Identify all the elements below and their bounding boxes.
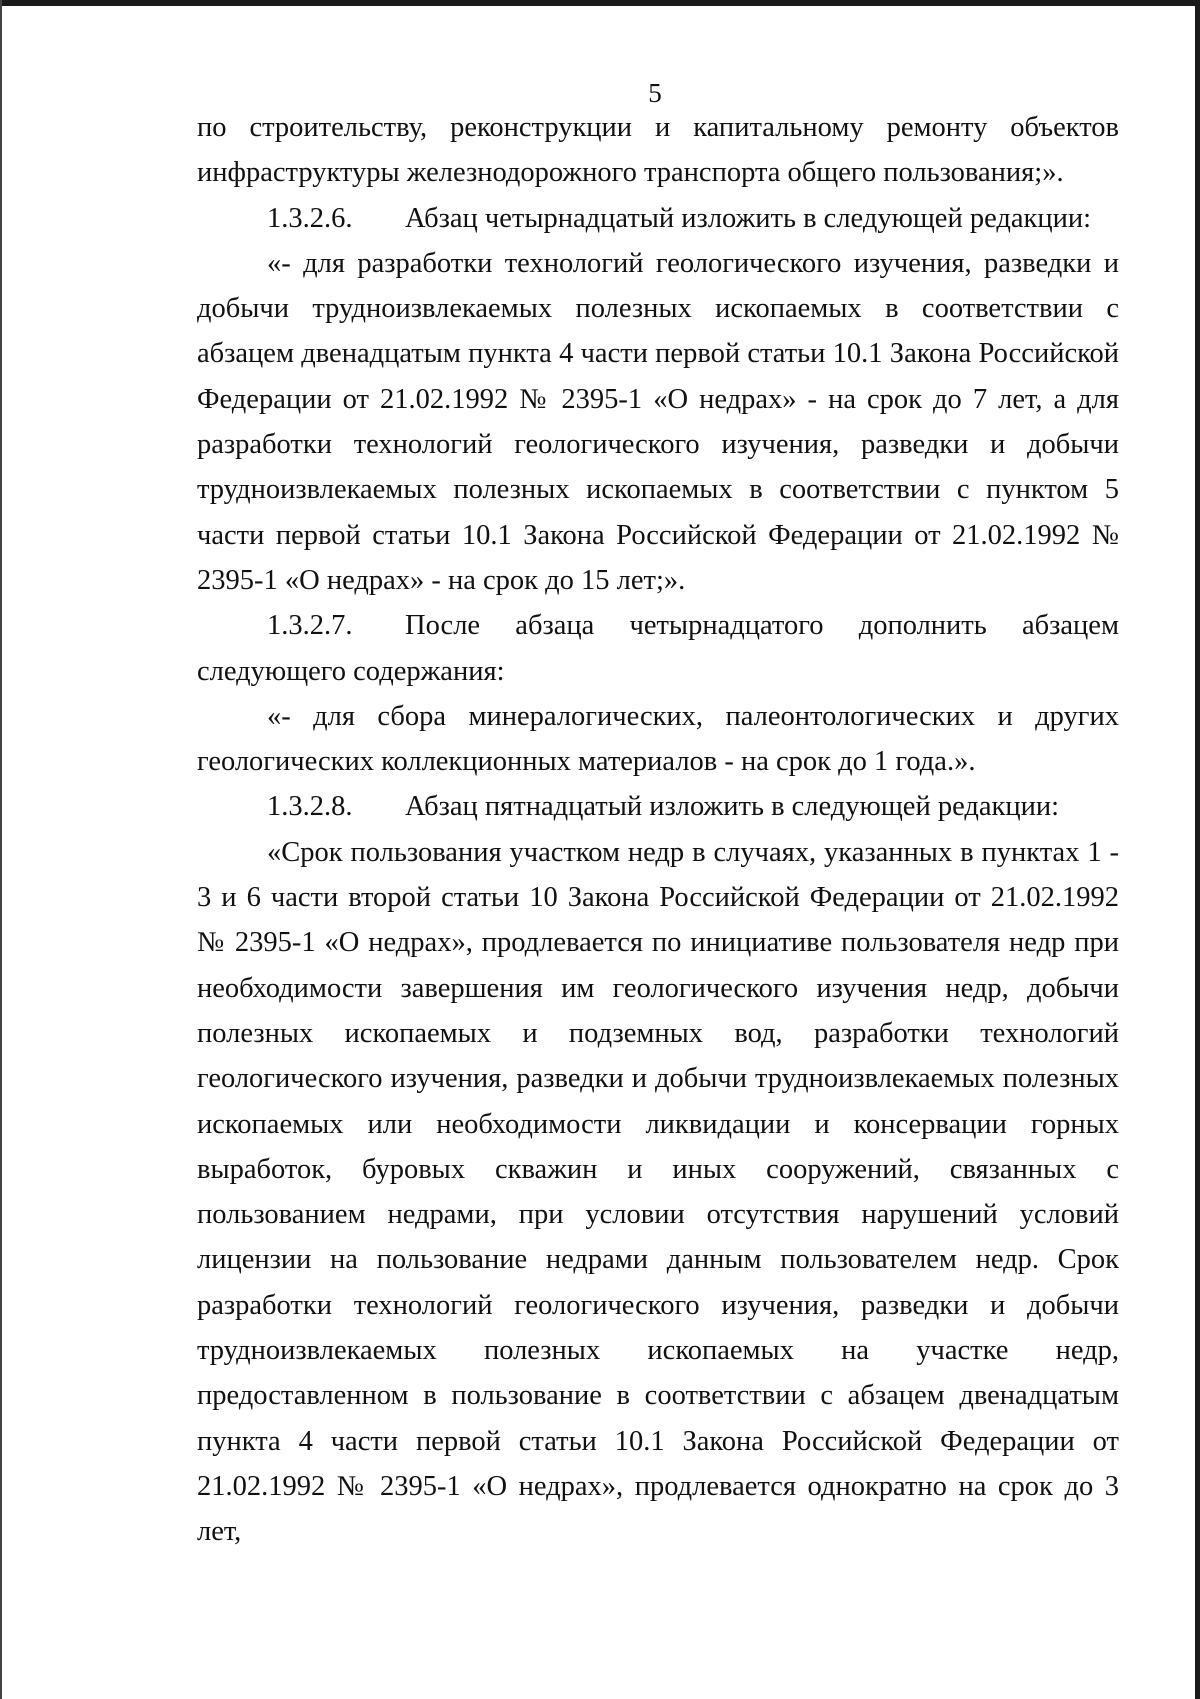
scan-edge-left xyxy=(0,0,2,1699)
paragraph-text: «- для сбора минералогических, палеонтологических и других геологических коллекционных материалов - на срок до 1 года.». xyxy=(197,700,1119,778)
paragraph-text: по строительству, реконструкции и капитальному ремонту объектов инфраструктуры железнодорожного транспорта общего пользования;». xyxy=(197,112,1119,189)
paragraph-continuation xyxy=(197,105,1119,196)
paragraph-text: «- для разработки технологий геологического изучения, разведки и добычи трудноизвлекаемых полезных ископаемых в соответствии с абзацем двенадцатым пункта 4 части первой статьи 10.1 Закона Российской Федерации от 21.02.1992 № 2395-1 «О недрах» - на срок до 7 лет, а для разработки технологий геологического изучения, разведки и добычи трудноизвлекаемых полезных ископаемых в соответствии с пунктом 5 части первой статьи 10.1 Закона Российской Федерации от 21.02.1992 № 2395-1 «О недрах» - на срок до 15 лет;». xyxy=(197,247,1119,596)
paragraph-quoted-text xyxy=(197,694,1119,785)
page-number: 5 xyxy=(648,78,662,108)
paragraph-item-1-3-2-7 xyxy=(197,603,1119,694)
document-body xyxy=(197,105,1119,1555)
paragraph-quoted-text xyxy=(197,241,1119,603)
paragraph-quoted-text xyxy=(197,830,1119,1555)
paragraph-text: Абзац пятнадцатый изложить в следующей редакции: xyxy=(405,791,1060,823)
paragraph-text: Абзац четырнадцатый изложить в следующей редакции: xyxy=(405,202,1092,234)
paragraph-number: 1.3.2.7. xyxy=(267,610,353,642)
paragraph-number: 1.3.2.8. xyxy=(267,791,353,823)
paragraph-text: «Срок пользования участком недр в случаях, указанных в пунктах 1 - 3 и 6 части второй статьи 10 Закона Российской Федерации от 21.02.1992 № 2395-1 «О недрах», продлевается по инициативе пользователя недр при необходимости завершения им геологического изучения недр, добычи полезных ископаемых и подземных вод, разработки технологий геологического изучения, разведки и добычи трудноизвлекаемых полезных ископаемых или необходимости ликвидации и консервации горных выработок, буровых скважин и иных сооружений, связанных с пользованием недрами, при условии отсутствия нарушений условий лицензии на пользование недрами данным пользователем недр. Срок разработки технологий геологического изучения, разведки и добычи трудноизвлекаемых полезных ископаемых на участке недр, предоставленном в пользование в соответствии с абзацем двенадцатым пункта 4 части первой статьи 10.1 Закона Российской Федерации от 21.02.1992 № 2395-1 «О недрах», продлевается однократно на срок до 3 лет, xyxy=(197,836,1119,1548)
paragraph-item-1-3-2-8 xyxy=(197,784,1119,829)
scan-edge-right xyxy=(1195,0,1200,1699)
paragraph-item-1-3-2-6 xyxy=(197,196,1119,241)
paragraph-number: 1.3.2.6. xyxy=(267,202,353,234)
paragraph-text: После абзаца четырнадцатого дополнить абзацем следующего содержания: xyxy=(197,610,1119,687)
scan-edge-top xyxy=(0,0,1200,6)
